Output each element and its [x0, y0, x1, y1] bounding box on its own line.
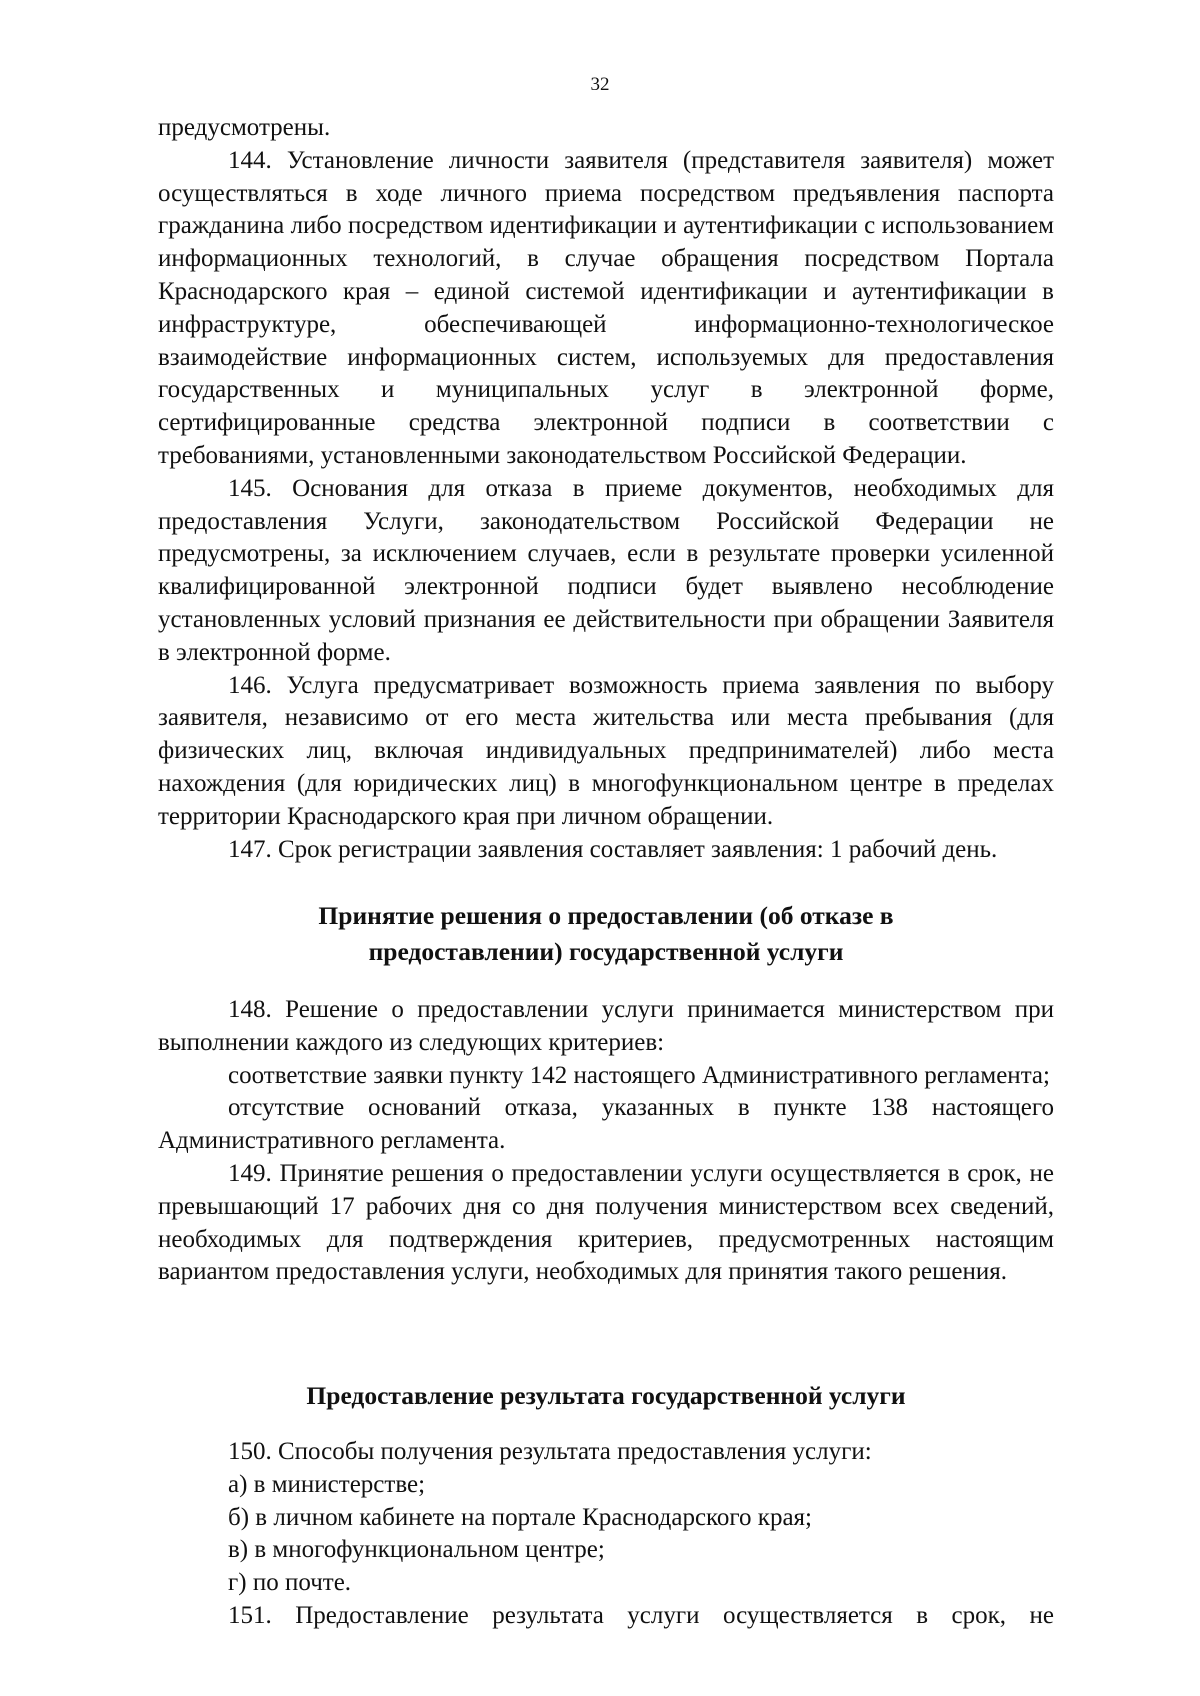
criterion-1: соответствие заявки пункту 142 настоящего Административного регламента;	[228, 1061, 1050, 1089]
document-body-decision	[158, 994, 1054, 1289]
paragraph-148: 148. Решение о предоставлении услуги принимается министерством при выполнении каждого из следующих критериев:	[158, 996, 1054, 1056]
section-heading-decision-line1: Принятие решения о предоставлении (об отказе в	[318, 901, 894, 930]
paragraph-145: 145. Основания для отказа в приеме документов, необходимых для предоставления Услуги, законодательством Российской Федерации не предусмотрены, за исключением случаев, если в результате проверки усиленной квалифицированной электронной подписи будет выявлено несоблюдение установленных условий признания ее действительности при обращении Заявителя в электронной форме.	[158, 474, 1054, 666]
section-heading-decision-line2: предоставлении) государственной услуги	[368, 937, 844, 966]
section-decision	[158, 898, 1054, 970]
paragraph-150: 150. Способы получения результата предоставления услуги:	[228, 1438, 872, 1465]
paragraph-continued: предусмотрены.	[158, 114, 331, 141]
section-heading-decision	[158, 898, 1054, 970]
paragraph-149: 149. Принятие решения о предоставлении услуги осуществляется в срок, не превышающий 17 рабочих дня со дня получения министерством всех сведений, необходимых для подтверждения критериев, предусмотренных настоящим вариантом предоставления услуги, необходимых для принятия такого решения.	[158, 1159, 1054, 1286]
section-heading-result: Предоставление результата государственной услуги	[306, 1381, 906, 1410]
list-item-b: б) в личном кабинете на портале Краснодарского края;	[228, 1503, 812, 1531]
paragraph-146: 146. Услуга предусматривает возможность приема заявления по выбору заявителя, независимо от его места жительства или места пребывания (для физических лиц, включая индивидуальных предпринимателей) либо места нахождения (для юридических лиц) в многофункциональном центре в пределах территории Краснодарского края при личном обращении.	[158, 671, 1054, 830]
criterion-2: отсутствие оснований отказа, указанных в пункте 138 настоящего Административного регламента.	[158, 1094, 1054, 1155]
list-item-a: а) в министерстве;	[228, 1470, 426, 1498]
document-body-top	[158, 112, 1054, 866]
page-number: 32	[590, 74, 610, 95]
list-item-g: г) по почте.	[228, 1569, 352, 1597]
section-result	[158, 1378, 1054, 1414]
paragraph-151: 151. Предоставление результата услуги осуществляется в срок, не	[228, 1601, 1054, 1629]
paragraph-144: 144. Установление личности заявителя (представителя заявителя) может осуществляться в ходе личного приема посредством предъявления паспорта гражданина либо посредством идентификации и аутентификации с использованием информационных технологий, в случае обращения посредством Портала Краснодарского края – единой системой идентификации и аутентификации в инфраструктуре, обеспечивающей информационно-технологическое взаимодействие информационных систем, используемых для предоставления государственных и муниципальных услуг в электронной форме, сертифицированные средства электронной подписи в соответствии с требованиями, установленными законодательством Российской Федерации.	[158, 146, 1054, 469]
list-item-v: в) в многофункциональном центре;	[228, 1536, 605, 1564]
paragraph-147: 147. Срок регистрации заявления составляет заявления: 1 рабочий день.	[228, 835, 998, 863]
document-body-result	[158, 1436, 1054, 1633]
